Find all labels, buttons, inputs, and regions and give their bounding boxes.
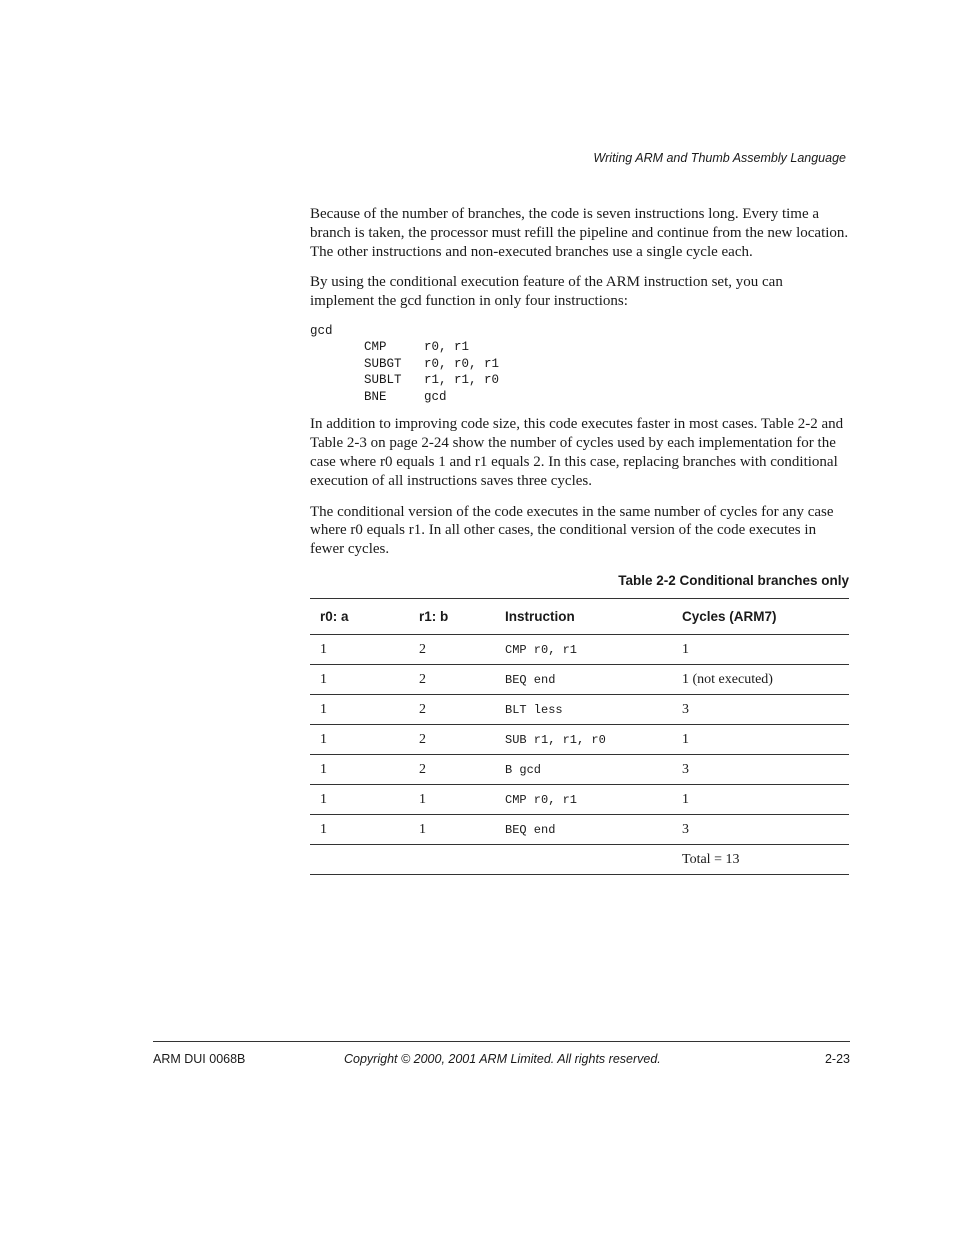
cell-r1: 1: [409, 815, 495, 845]
cell-cycles: 3: [672, 695, 849, 725]
footer-copyright: Copyright © 2000, 2001 ARM Limited. All rights reserved.: [344, 1052, 661, 1066]
cell-r1: 2: [409, 635, 495, 665]
code-label: gcd: [310, 323, 333, 338]
cell-cycles: 1: [672, 785, 849, 815]
table-header-row: [310, 599, 849, 635]
cell-cycles: 3: [672, 815, 849, 845]
cell-instruction: [495, 845, 672, 875]
table-total-row: [310, 845, 849, 875]
table-row: [310, 755, 849, 785]
cell-total: Total = 13: [672, 845, 849, 875]
paragraph-conditional-intro: By using the conditional execution feature of the ARM instruction set, you can implement the gcd function in only four instructions:: [310, 274, 783, 310]
cell-r0: 1: [310, 755, 409, 785]
code-args: r1, r1, r0: [424, 373, 500, 388]
paragraph-branches: Because of the number of branches, the code is seven instructions long. Every time a branch is taken, the processor must refill the pipeline and continue from the new location. The other instructions and non-executed branches use a single cycle each.: [310, 206, 849, 260]
cell-instruction: B gcd: [495, 755, 672, 785]
code-args: r0, r0, r1: [424, 356, 500, 371]
code-line: [310, 372, 849, 389]
cell-r0: 1: [310, 695, 409, 725]
cell-r1: 1: [409, 785, 495, 815]
cell-instruction: BLT less: [495, 695, 672, 725]
main-content: [310, 205, 849, 875]
footer-doc-id: ARM DUI 0068B: [153, 1052, 246, 1066]
cell-cycles: 1: [672, 635, 849, 665]
code-line: [310, 356, 849, 373]
column-header-r0: r0: a: [310, 599, 409, 635]
running-header-title: Writing ARM and Thumb Assembly Language: [593, 151, 846, 165]
footer-page-number: 2-23: [824, 1052, 850, 1066]
code-line: [310, 389, 849, 406]
paragraph-performance: In addition to improving code size, this code executes faster in most cases. Table 2-2 and Table 2-3 on page 2-24 show the number of cycles used by each implementation for the case where r0 equals 1 and r1 equals 2. In this case, replacing branches with conditional execution of all instructions saves three cycles.: [310, 416, 844, 489]
table-row: [310, 665, 849, 695]
table-row: [310, 785, 849, 815]
cell-r1: 2: [409, 725, 495, 755]
table-caption: Table 2-2 Conditional branches only: [618, 573, 849, 589]
cell-r0: 1: [310, 785, 409, 815]
code-op: SUBGT: [364, 356, 402, 371]
column-header-cycles: Cycles (ARM7): [672, 599, 849, 635]
cell-r1: 2: [409, 665, 495, 695]
cell-r1: 2: [409, 695, 495, 725]
table-row: [310, 815, 849, 845]
cell-r1: [409, 845, 495, 875]
column-header-instruction: Instruction: [495, 599, 672, 635]
code-line: [310, 339, 849, 356]
cell-instruction: SUB r1, r1, r0: [495, 725, 672, 755]
cell-instruction: CMP r0, r1: [495, 785, 672, 815]
cell-r0: 1: [310, 725, 409, 755]
code-op: BNE: [364, 389, 387, 404]
cell-r0: 1: [310, 815, 409, 845]
code-block-gcd: [310, 323, 849, 406]
cell-r1: 2: [409, 755, 495, 785]
cycles-table: [310, 598, 849, 875]
paragraph-cycles: The conditional version of the code executes in the same number of cycles for any case where r0 equals r1. In all other cases, the conditional version of the code executes in fewer cycles.: [310, 503, 834, 558]
cell-r0: [310, 845, 409, 875]
code-op: SUBLT: [364, 373, 402, 388]
code-args: gcd: [424, 389, 447, 404]
cell-instruction: CMP r0, r1: [495, 635, 672, 665]
table-row: [310, 725, 849, 755]
cell-r0: 1: [310, 665, 409, 695]
cell-cycles: 1: [672, 725, 849, 755]
cell-instruction: BEQ end: [495, 665, 672, 695]
footer-divider: [153, 1041, 850, 1042]
table-row: [310, 695, 849, 725]
cell-r0: 1: [310, 635, 409, 665]
table-row: [310, 635, 849, 665]
column-header-r1: r1: b: [409, 599, 495, 635]
code-args: r0, r1: [424, 340, 470, 355]
cell-cycles: 1 (not executed): [672, 665, 849, 695]
code-op: CMP: [364, 340, 387, 355]
cell-cycles: 3: [672, 755, 849, 785]
cell-instruction: BEQ end: [495, 815, 672, 845]
